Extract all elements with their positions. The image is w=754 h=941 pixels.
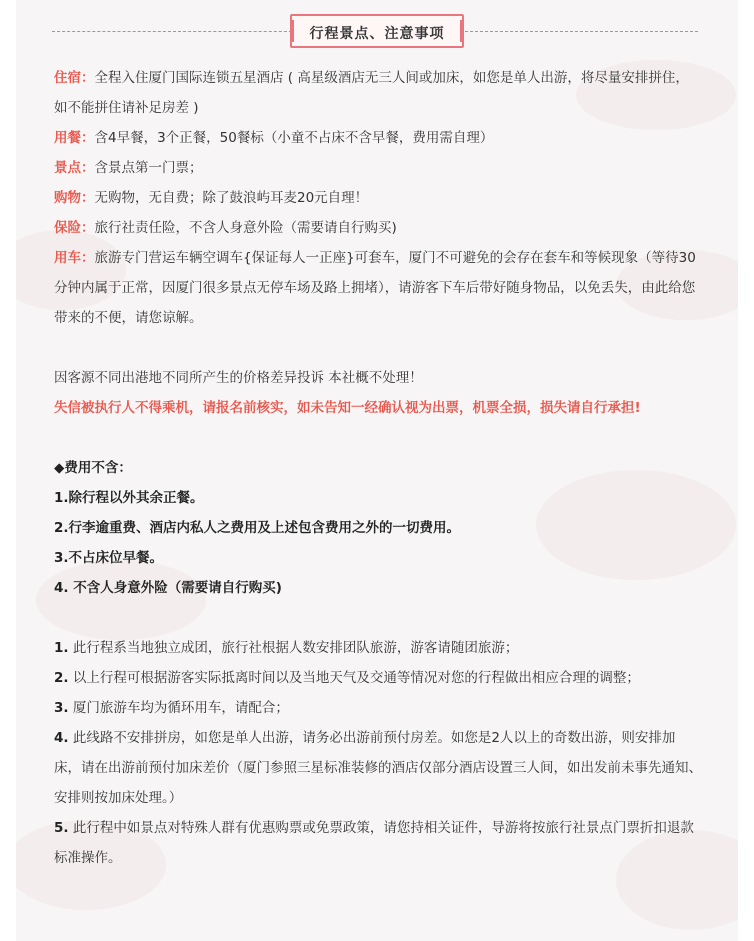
info-label: 保险： (54, 220, 95, 236)
info-text: 旅行社责任险，不含人身意外险（需要请自行购买) (94, 220, 397, 236)
info-shopping (54, 183, 702, 213)
title-box (290, 14, 464, 48)
info-label: 住宿： (54, 70, 95, 86)
page-background (16, 0, 738, 941)
excluded-item: 3.不占床位早餐。 (54, 550, 164, 566)
note-item (54, 723, 702, 813)
info-label: 用车： (54, 250, 95, 266)
info-meals (54, 123, 702, 153)
excluded-item: 1.除行程以外其余正餐。 (54, 490, 204, 506)
info-text: 旅游专门营运车辆空调车{保证每人一正座}可套车，厦门不可避免的会存在套车和等候现象（等待30分钟内属于正常，因厦门很多景点无停车场及路上拥堵），请游客下车后带好随身物品，以免丢失，由此给您带来的不便，请您谅解。 (54, 250, 696, 326)
complaint-notice: 因客源不同出港地不同所产生的价格差异投诉 本社概不处理！ (54, 370, 423, 386)
note-item (54, 633, 702, 663)
note-text: 此行程中如景点对特殊人群有优惠购票或免票政策，请您持相关证件，导游将按旅行社景点门票折扣退款标准操作。 (54, 820, 694, 866)
note-text: 此线路不安排拼房，如您是单人出游，请务必出游前预付房差。如您是2人以上的奇数出游，则安排加床，请在出游前预付加床差价（厦门参照三星标准装修的酒店仅部分酒店设置三人间，如出发前未事先通知、安排则按加床处理。） (54, 730, 702, 806)
note-text: 以上行程可根据游客实际抵离时间以及当地天气及交通等情况对您的行程做出相应合理的调整； (68, 670, 640, 686)
note-number: 1. (54, 640, 69, 656)
note-item (54, 813, 702, 873)
note-item (54, 663, 702, 693)
excluded-heading: ◆费用不含： (54, 460, 132, 476)
info-text: 含景点第一门票； (94, 160, 203, 176)
info-label: 购物： (54, 190, 95, 206)
section-title (16, 14, 738, 50)
warning-notice: 失信被执行人不得乘机，请报名前核实，如未告知一经确认视为出票，机票全损，损失请自行承担! (54, 400, 641, 416)
divider (52, 31, 302, 32)
excluded-item: 2.行李逾重费、酒店内私人之费用及上述包含费用之外的一切费用。 (54, 520, 461, 536)
note-number: 3. (54, 700, 69, 716)
info-label: 用餐： (54, 130, 95, 146)
info-accommodation (54, 63, 702, 123)
note-item (54, 693, 702, 723)
note-number: 2. (54, 670, 69, 686)
note-number: 4. (54, 730, 69, 746)
info-transport (54, 243, 702, 333)
info-label: 景点： (54, 160, 95, 176)
excluded-item: 4. 不含人身意外险（需要请自行购买) (54, 580, 282, 596)
content-body (54, 63, 702, 873)
info-text: 无购物，无自费；除了鼓浪屿耳麦20元自理！ (94, 190, 369, 206)
page-title: 行程景点、注意事项 (309, 26, 445, 42)
note-text: 厦门旅游车均为循环用车，请配合； (68, 700, 289, 716)
divider (450, 31, 698, 32)
info-text: 全程入住厦门国际连锁五星酒店 ( 高星级酒店无三人间或加床，如您是单人出游，将尽量安排拼住，如不能拼住请补足房差 ) (54, 70, 689, 116)
info-insurance (54, 213, 702, 243)
note-text: 此行程系当地独立成团，旅行社根据人数安排团队旅游，游客请随团旅游； (68, 640, 519, 656)
info-sights (54, 153, 702, 183)
info-text: 含4早餐，3个正餐，50餐标（小童不占床不含早餐，费用需自理） (94, 130, 494, 146)
note-number: 5. (54, 820, 69, 836)
